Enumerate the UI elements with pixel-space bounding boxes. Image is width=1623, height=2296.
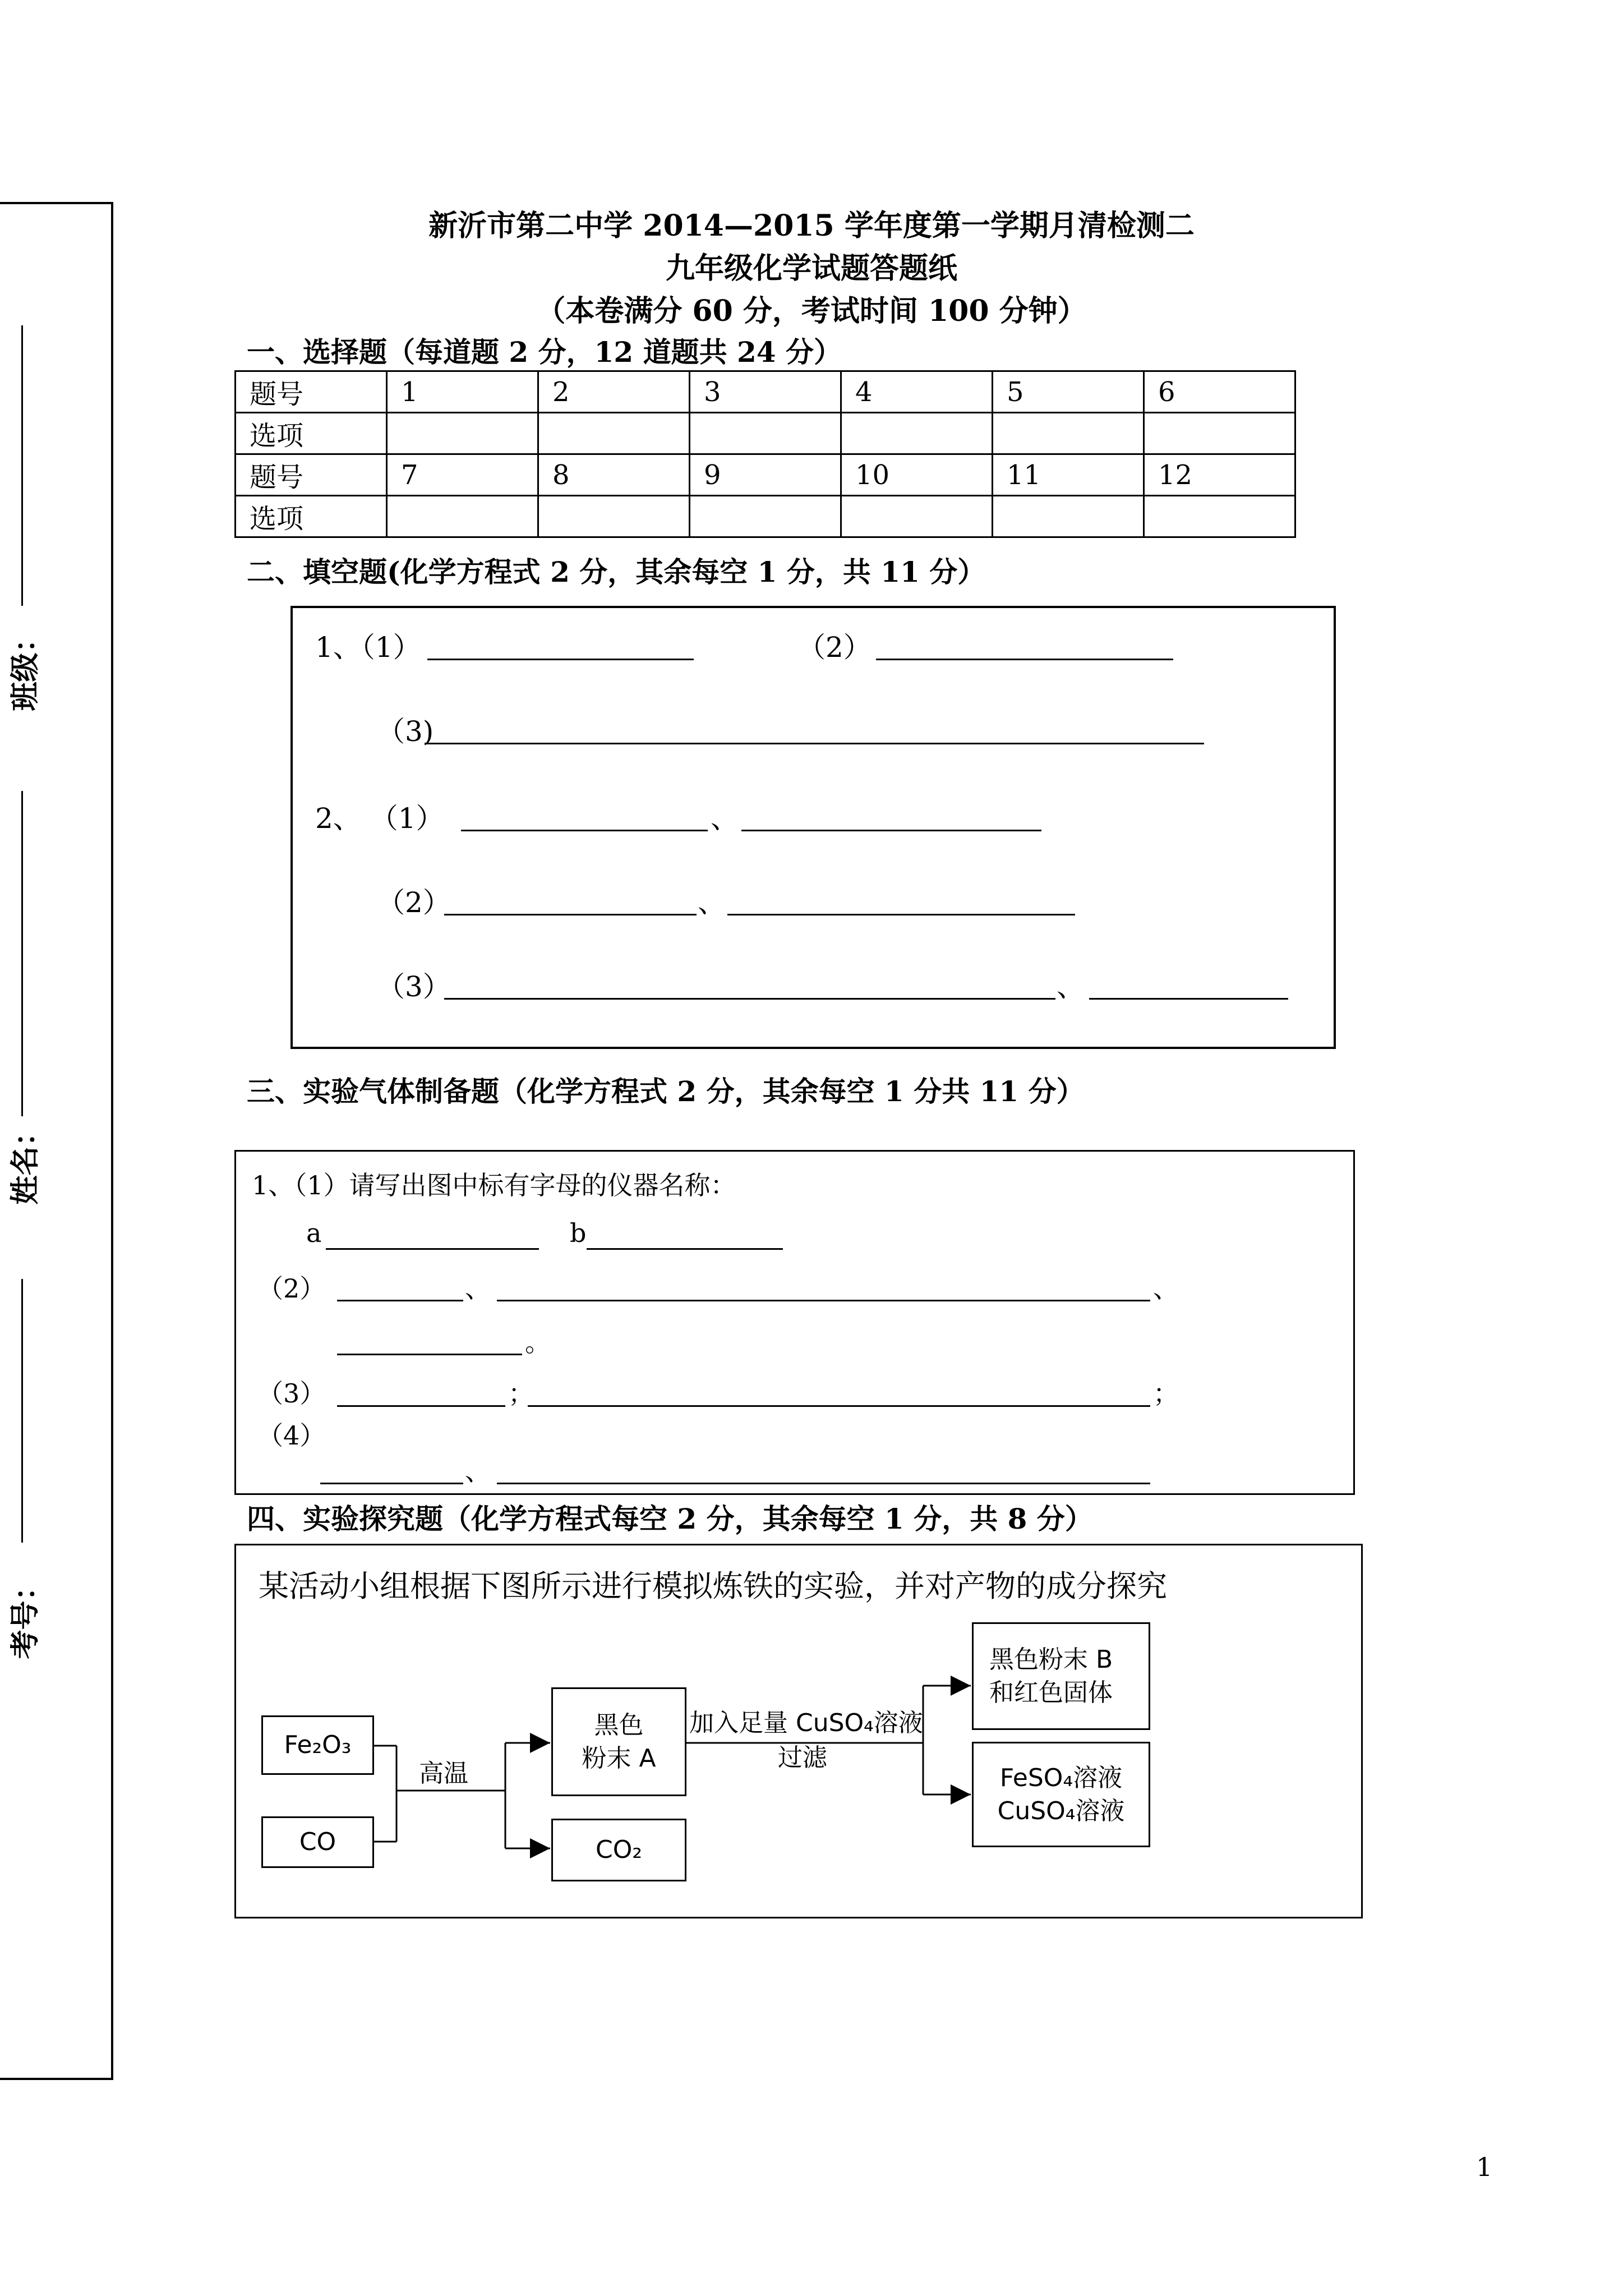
label-b: b bbox=[570, 1218, 587, 1248]
table-row bbox=[236, 496, 1295, 537]
q2-3-label: （3） bbox=[377, 970, 451, 1003]
section4-title: 四、实验探究题（化学方程式每空 2 分，其余每空 1 分，共 8 分） bbox=[247, 1502, 1093, 1535]
answer-cell[interactable] bbox=[690, 496, 841, 537]
answer-cell[interactable] bbox=[387, 496, 538, 537]
section2-title: 二、填空题(化学方程式 2 分，其余每空 1 分，共 11 分） bbox=[247, 555, 986, 588]
black-powder-a-line1: 黑色 bbox=[594, 1710, 644, 1740]
answer-cell[interactable] bbox=[1144, 413, 1295, 454]
q1-2-label: （2） bbox=[797, 631, 872, 664]
s3-p3b-blank[interactable] bbox=[528, 1405, 1150, 1407]
page-number: 1 bbox=[1476, 2152, 1493, 2182]
separator: 、 bbox=[465, 1273, 491, 1304]
table-row bbox=[236, 454, 1295, 496]
cuso4-label: CuSO₄溶液 bbox=[997, 1797, 1125, 1825]
table-cell: 11 bbox=[993, 454, 1144, 496]
table-cell: 12 bbox=[1144, 454, 1295, 496]
s3-p4-label: （4） bbox=[257, 1420, 326, 1451]
separator: 、 bbox=[1153, 1273, 1179, 1304]
black-powder-b-line1: 黑色粉末 B bbox=[989, 1645, 1113, 1674]
q2-3b-blank[interactable] bbox=[1089, 998, 1288, 1000]
feso4-label: FeSO₄溶液 bbox=[999, 1763, 1123, 1792]
section4-intro: 某活动小组根据下图所示进行模拟炼铁的实验，并对产物的成分探究 bbox=[259, 1568, 1167, 1604]
answer-table bbox=[234, 370, 1296, 538]
period: 。 bbox=[525, 1327, 551, 1358]
table-row bbox=[236, 371, 1295, 413]
table-cell: 9 bbox=[690, 454, 841, 496]
s3-p3-label: （3） bbox=[257, 1378, 326, 1409]
answer-cell[interactable] bbox=[993, 413, 1144, 454]
s3-p4b-blank[interactable] bbox=[497, 1483, 1150, 1484]
table-cell: 8 bbox=[538, 454, 690, 496]
q1-2-blank[interactable] bbox=[876, 659, 1173, 660]
table-row bbox=[236, 413, 1295, 454]
s3-p3a-blank[interactable] bbox=[337, 1405, 505, 1407]
fe2o3-box: Fe₂O₃ bbox=[261, 1715, 374, 1775]
id-label: 考号： bbox=[8, 1571, 43, 1659]
answer-cell[interactable] bbox=[387, 413, 538, 454]
answer-cell[interactable] bbox=[538, 496, 690, 537]
q1-3-label: （3) bbox=[377, 715, 434, 748]
answer-cell[interactable] bbox=[538, 413, 690, 454]
s3-p2b-blank[interactable] bbox=[497, 1300, 1150, 1301]
answer-cell[interactable] bbox=[841, 413, 993, 454]
separator: 、 bbox=[698, 886, 726, 919]
page-subtitle: 九年级化学试题答题纸 bbox=[665, 251, 957, 286]
add-cuso4-label: 加入足量 CuSO₄溶液 bbox=[689, 1709, 923, 1737]
table-cell: 1 bbox=[387, 371, 538, 413]
label-a: a bbox=[306, 1218, 322, 1248]
page-title: 新沂市第二中学 2014—2015 学年度第一学期月清检测二 bbox=[428, 209, 1195, 243]
q2-2a-blank[interactable] bbox=[444, 914, 697, 915]
co2-box: CO₂ bbox=[551, 1819, 686, 1881]
table-cell: 4 bbox=[841, 371, 993, 413]
q1-3-blank[interactable] bbox=[425, 743, 1204, 744]
separator: 、 bbox=[1057, 970, 1085, 1003]
section2-box bbox=[291, 606, 1336, 1049]
table-cell: 选项 bbox=[236, 496, 387, 537]
id-line bbox=[21, 1279, 23, 1543]
section3-box bbox=[234, 1150, 1355, 1495]
q2-1a-blank[interactable] bbox=[461, 830, 708, 831]
separator: 、 bbox=[711, 802, 739, 835]
s3-p4a-blank[interactable] bbox=[320, 1483, 463, 1484]
section4-box bbox=[234, 1544, 1363, 1918]
solution-box bbox=[972, 1742, 1150, 1847]
blank-b[interactable] bbox=[587, 1248, 783, 1250]
class-line bbox=[21, 325, 23, 606]
q2-1b-blank[interactable] bbox=[741, 830, 1041, 831]
black-powder-a-line2: 粉末 A bbox=[582, 1744, 656, 1773]
filter-label: 过滤 bbox=[778, 1743, 827, 1772]
q1-1-blank[interactable] bbox=[427, 659, 694, 660]
table-cell: 2 bbox=[538, 371, 690, 413]
q2-2-label: （2） bbox=[377, 886, 451, 919]
s3-p2-label: （2） bbox=[257, 1273, 326, 1304]
name-label: 姓名： bbox=[8, 1117, 43, 1205]
s3-p2a-blank[interactable] bbox=[337, 1300, 463, 1301]
q2-3a-blank[interactable] bbox=[444, 998, 1055, 1000]
answer-cell[interactable] bbox=[690, 413, 841, 454]
table-cell: 5 bbox=[993, 371, 1144, 413]
class-label: 班级： bbox=[8, 623, 43, 711]
section3-title: 三、实验气体制备题（化学方程式 2 分，其余每空 1 分共 11 分） bbox=[247, 1075, 1085, 1108]
blank-a[interactable] bbox=[326, 1248, 539, 1250]
table-cell: 选项 bbox=[236, 413, 387, 454]
high-temp-label: 高温 bbox=[419, 1759, 468, 1788]
black-powder-b-line2: 和红色固体 bbox=[989, 1678, 1113, 1707]
answer-cell[interactable] bbox=[993, 496, 1144, 537]
semicolon: ； bbox=[508, 1378, 534, 1409]
name-line bbox=[21, 791, 23, 1116]
answer-cell[interactable] bbox=[1144, 496, 1295, 537]
separator: 、 bbox=[465, 1456, 491, 1487]
q1-1-label: 1、（1） bbox=[315, 631, 421, 664]
table-cell: 6 bbox=[1144, 371, 1295, 413]
table-cell: 题号 bbox=[236, 454, 387, 496]
table-cell: 题号 bbox=[236, 371, 387, 413]
black-powder-b-box bbox=[972, 1622, 1150, 1730]
semicolon: ； bbox=[1153, 1378, 1179, 1409]
table-cell: 7 bbox=[387, 454, 538, 496]
q2-2b-blank[interactable] bbox=[727, 914, 1075, 915]
section1-title: 一、选择题（每道题 2 分，12 道题共 24 分） bbox=[247, 335, 842, 369]
s3-q1-label: 1、（1）请写出图中标有字母的仪器名称： bbox=[252, 1170, 736, 1200]
co-box: CO bbox=[261, 1816, 374, 1868]
answer-cell[interactable] bbox=[841, 496, 993, 537]
page-note: （本卷满分 60 分，考试时间 100 分钟） bbox=[536, 294, 1087, 328]
q2-1-label: 2、 （1） bbox=[315, 802, 444, 835]
table-cell: 3 bbox=[690, 371, 841, 413]
table-cell: 10 bbox=[841, 454, 993, 496]
s3-p2c-blank[interactable] bbox=[337, 1354, 522, 1355]
black-powder-a-box bbox=[551, 1687, 686, 1796]
